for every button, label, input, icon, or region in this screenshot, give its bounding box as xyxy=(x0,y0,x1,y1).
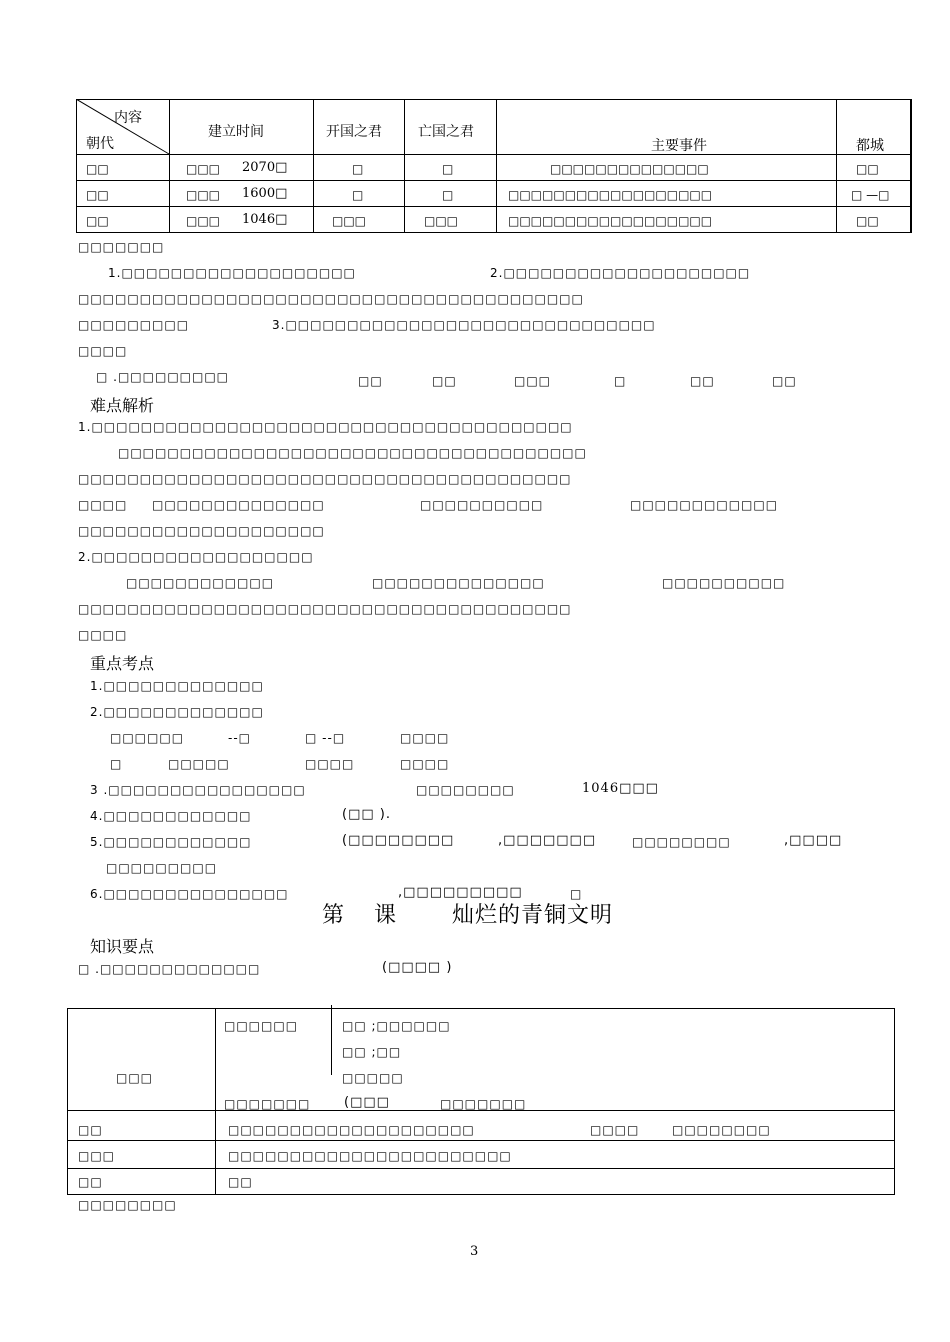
table-cell: □□□□□□ xyxy=(224,1019,299,1033)
body-line: □ xyxy=(570,887,583,901)
table-cell-dynasty: □□ xyxy=(86,162,109,176)
table-cell: □□ ;□□□□□□ xyxy=(342,1019,451,1033)
body-line: □□□□□□ xyxy=(110,731,185,745)
list-item: 4.□□□□□□□□□□□□ xyxy=(90,809,252,823)
header-founder: 开国之君 xyxy=(326,124,382,140)
body-line: □□□□□□□□□□□□□□□□□□□□□□□□□□□□□□□□□□□□□□ xyxy=(118,446,587,460)
body-line: (□□□□□□□□ xyxy=(342,833,455,848)
body-line: □□□□□□□□□□□□□□□□□□□□ xyxy=(78,524,325,538)
dynasty-table xyxy=(76,99,912,233)
table-cell: □□ xyxy=(228,1175,253,1189)
header-founded-time: 建立时间 xyxy=(208,124,264,140)
option-item: □□ xyxy=(690,374,715,388)
header-capital: 都城 xyxy=(856,138,884,154)
body-line: --□ xyxy=(228,731,251,745)
table-cell: □□□□□□□ xyxy=(224,1097,311,1111)
body-line: □□□□□□□□□□□□ xyxy=(126,576,275,590)
table-cell-capital: □□ xyxy=(856,162,879,176)
body-line: □□□□□□□□□□□□□□□□□□□□□□□□□□□□□□□□□□□□□□□□□ xyxy=(78,292,584,306)
body-line: □□□□□□□□□□ xyxy=(420,498,544,512)
body-line: □□□□ xyxy=(305,757,355,771)
table-cell-dynasty: □□ xyxy=(86,188,109,202)
body-line: 2.□□□□□□□□□□□□□□□□□□ xyxy=(78,550,314,564)
lesson-title-prefix: 第 xyxy=(322,903,346,928)
table-cell-dynasty: □□ xyxy=(86,214,109,228)
body-line: □□□□□□□□□ xyxy=(106,861,218,875)
option-item: □□ xyxy=(432,374,457,388)
option-item: □□ xyxy=(772,374,797,388)
list-item: 1.□□□□□□□□□□□□□□□□□□□ xyxy=(108,266,356,280)
list-item: □ .□□□□□□□□□ xyxy=(96,370,230,384)
table-cell: □□□□□□□□□□□□□□□□□□□□□□□ xyxy=(228,1149,512,1163)
table-cell-events: □□□□□□□□□□□□□□□□□□ xyxy=(508,188,713,202)
list-item: 2.□□□□□□□□□□□□□ xyxy=(90,705,264,719)
body-line: □□□□□□□□□□□□□□ xyxy=(152,498,325,512)
table-cell-events: □□□□□□□□□□□□□□□□□□ xyxy=(508,214,713,228)
body-line: □□□□□□□□□□□□□□ xyxy=(372,576,545,590)
body-line: □□□□□□□□□ xyxy=(78,318,190,332)
body-line: □□□□□□□□□□ xyxy=(662,576,786,590)
section-heading: 知识要点 xyxy=(90,937,155,956)
table-cell-founder: □ xyxy=(352,162,364,176)
body-line: 1.□□□□□□□□□□□□□□□□□□□□□□□□□□□□□□□□□□□□□□□ xyxy=(78,420,573,434)
list-item: 6.□□□□□□□□□□□□□□□ xyxy=(90,887,289,901)
body-line: ,□□□□ xyxy=(784,833,843,848)
body-line: □□□□ xyxy=(400,757,450,771)
body-line: 1046□□□ xyxy=(582,781,659,796)
list-item: 3 .□□□□□□□□□□□□□□□□ xyxy=(90,783,306,797)
body-line: □□□□□□□□□□□□□□□□□□□□□□□□□□□□□□□□□□□□□□□□ xyxy=(78,602,572,616)
table-cell: □□□□□□□□□□□□□□□□□□□□ xyxy=(228,1123,475,1137)
header-content-label: 内容 xyxy=(114,110,142,126)
section-heading: 重点考点 xyxy=(90,654,155,673)
table-cell-capital: □ —□ xyxy=(851,188,890,202)
table-cell-founder: □□□ xyxy=(332,214,367,228)
body-line: □□□□ xyxy=(78,628,128,642)
bronze-table xyxy=(67,1008,895,1195)
section-text: □□□□□□□ xyxy=(78,240,165,254)
body-line: □□□□□ xyxy=(168,757,230,771)
table-cell: □□ ;□□ xyxy=(342,1045,402,1059)
table-cell-last-ruler: □ xyxy=(442,188,454,202)
body-line: □□□□□□□□□□□□□□□□□□□□□□□□□□□□□□□□□□□□□□□□ xyxy=(78,472,572,486)
body-line: □ --□ xyxy=(305,731,346,745)
table-cell-capital: □□ xyxy=(856,214,879,228)
page-number: 3 xyxy=(470,1244,479,1259)
body-line: (□□ ). xyxy=(342,807,391,822)
option-item: □□□ xyxy=(514,374,552,388)
table-cell-time-prefix: □□□ xyxy=(186,188,221,202)
table-cell: □□□□□ xyxy=(342,1071,404,1085)
body-line: □□□□□□□□ xyxy=(416,783,515,797)
lesson-title-unit: 课 xyxy=(374,903,398,928)
body-line: □□□□ xyxy=(78,498,128,512)
table-cell-last-ruler: □□□ xyxy=(424,214,459,228)
lesson-title: 灿烂的青铜文明 xyxy=(452,903,614,928)
table-cell-last-ruler: □ xyxy=(442,162,454,176)
table-cell: (□□□ xyxy=(344,1095,390,1110)
body-line: □□□□ xyxy=(78,344,128,358)
list-item: □ .□□□□□□□□□□□□□ xyxy=(78,962,261,976)
option-item: □□ xyxy=(358,374,383,388)
header-last-ruler: 亡国之君 xyxy=(418,124,474,140)
body-line: □□□□□□□□ xyxy=(632,835,731,849)
header-main-events: 主要事件 xyxy=(651,138,707,154)
table-cell: □□□□□□□□ xyxy=(672,1123,771,1137)
body-line: □□□□ xyxy=(400,731,450,745)
table-cell-year: 2070□ xyxy=(242,160,288,175)
body-line: □ xyxy=(110,757,123,771)
option-item: □ xyxy=(614,374,627,388)
table-cell-label: □□ xyxy=(78,1175,103,1189)
body-line: (□□□□ ) xyxy=(382,960,453,975)
table-cell-label: □□ xyxy=(78,1123,103,1137)
list-item: 3.□□□□□□□□□□□□□□□□□□□□□□□□□□□□□□ xyxy=(272,318,656,332)
table-cell: □□□□□□□ xyxy=(440,1097,527,1111)
table-cell: □□□□ xyxy=(590,1123,640,1137)
list-item: 2.□□□□□□□□□□□□□□□□□□□□ xyxy=(490,266,751,280)
table-cell-founder: □ xyxy=(352,188,364,202)
list-item: 5.□□□□□□□□□□□□ xyxy=(90,835,252,849)
body-line: ,□□□□□□□ xyxy=(498,833,597,848)
header-dynasty-label: 朝代 xyxy=(86,136,114,152)
list-item: 1.□□□□□□□□□□□□□ xyxy=(90,679,264,693)
body-line: □□□□□□□□□□□□ xyxy=(630,498,779,512)
table-cell-time-prefix: □□□ xyxy=(186,214,221,228)
section-text: □□□□□□□□ xyxy=(78,1198,177,1212)
table-cell-label: □□□ xyxy=(78,1149,116,1163)
body-line: ,□□□□□□□□□ xyxy=(398,885,523,900)
table-cell-events: □□□□□□□□□□□□□□ xyxy=(550,162,709,176)
section-heading: 难点解析 xyxy=(90,396,155,415)
table-cell-year: 1600□ xyxy=(242,186,288,201)
table-cell-time-prefix: □□□ xyxy=(186,162,221,176)
table-cell-label: □□□ xyxy=(116,1071,154,1085)
table-cell-year: 1046□ xyxy=(242,212,288,227)
